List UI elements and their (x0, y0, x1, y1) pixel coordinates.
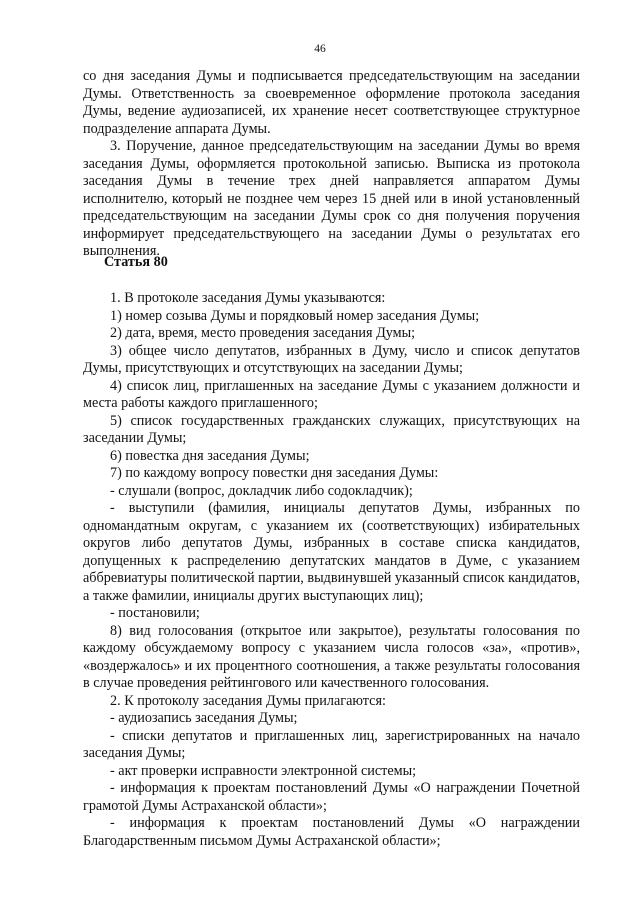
paragraph: 5) список государственных гражданских служащих, присутствующих на заседании Думы; (83, 412, 580, 446)
text-block-article-80 (83, 290, 580, 850)
paragraph: 2) дата, время, место проведения заседания Думы; (110, 325, 416, 341)
paragraph: - акт проверки исправности электронной системы; (110, 762, 417, 779)
paragraph: 4) список лиц, приглашенных на заседание Думы с указанием должности и места работы каждого приглашенного; (83, 377, 580, 411)
paragraph: 3) общее число депутатов, избранных в Думу, число и список депутатов Думы, присутствующих и отсутствующих на заседании Думы; (83, 342, 580, 376)
page-number: 46 (314, 43, 326, 55)
paragraph: 1. В протоколе заседания Думы указываются: (110, 290, 386, 306)
article-title: Статья 80 (104, 254, 168, 270)
paragraph: 6) повестка дня заседания Думы; (110, 447, 310, 464)
paragraph: - списки депутатов и приглашенных лиц, зарегистрированных на начало заседания Думы; (83, 727, 580, 761)
paragraph: - информация к проектам постановлений Думы «О награждении Благодарственным письмом Думы Астраханской области»; (83, 815, 580, 849)
paragraph: - аудиозапись заседания Думы; (110, 710, 298, 726)
paragraph: со дня заседания Думы и подписывается председательствующим на заседании Думы. Ответственность за своевременное оформление протокола заседания Думы, ведение аудиозаписей, их хранение несет соответствующее структурное подразделение аппарата Думы. (83, 68, 580, 137)
paragraph: 3. Поручение, данное председательствующим на заседании Думы во время заседания Думы, оформляется протокольной записью. Выписка из протокола заседания Думы в течение трех дней направляется аппаратом Думы исполнителю, который не позднее чем через 15 дней или в иной установленный председательствующим на заседании Думы срок со дня получения поручения информирует председательствующего на заседании Думы о результатах его выполнения. (83, 138, 580, 259)
paragraph: - постановили; (110, 605, 200, 621)
paragraph: 7) по каждому вопросу повестки дня заседания Думы: (110, 465, 439, 481)
paragraph: - слушали (вопрос, докладчик либо содокладчик); (110, 482, 413, 499)
paragraph: - информация к проектам постановлений Думы «О награждении Почетной грамотой Думы Астраханской области»; (83, 780, 580, 814)
text-block-intro (83, 68, 580, 261)
paragraph: 8) вид голосования (открытое или закрытое), результаты голосования по каждому обсуждаемому вопросу с указанием числа голосов «за», «против», «воздержалось» и их процентного соотношения, а также результаты голосования в случае проведения рейтингового или качественного голосования. (83, 622, 580, 691)
paragraph: - выступили (фамилия, инициалы депутатов Думы, избранных по одномандатным округам, с указанием их (соответствующих) избирательных округов либо депутатов Думы, избранных в составе списка кандидатов, допущенных к распределению депутатских мандатов в Думе, с указанием аббревиатуры политической партии, выдвинувшей указанный список кандидатов, а также фамилии, инициалы других выступающих лиц); (83, 500, 580, 604)
paragraph: 2. К протоколу заседания Думы прилагаются: (110, 692, 386, 709)
paragraph: 1) номер созыва Думы и порядковый номер заседания Думы; (110, 307, 480, 324)
